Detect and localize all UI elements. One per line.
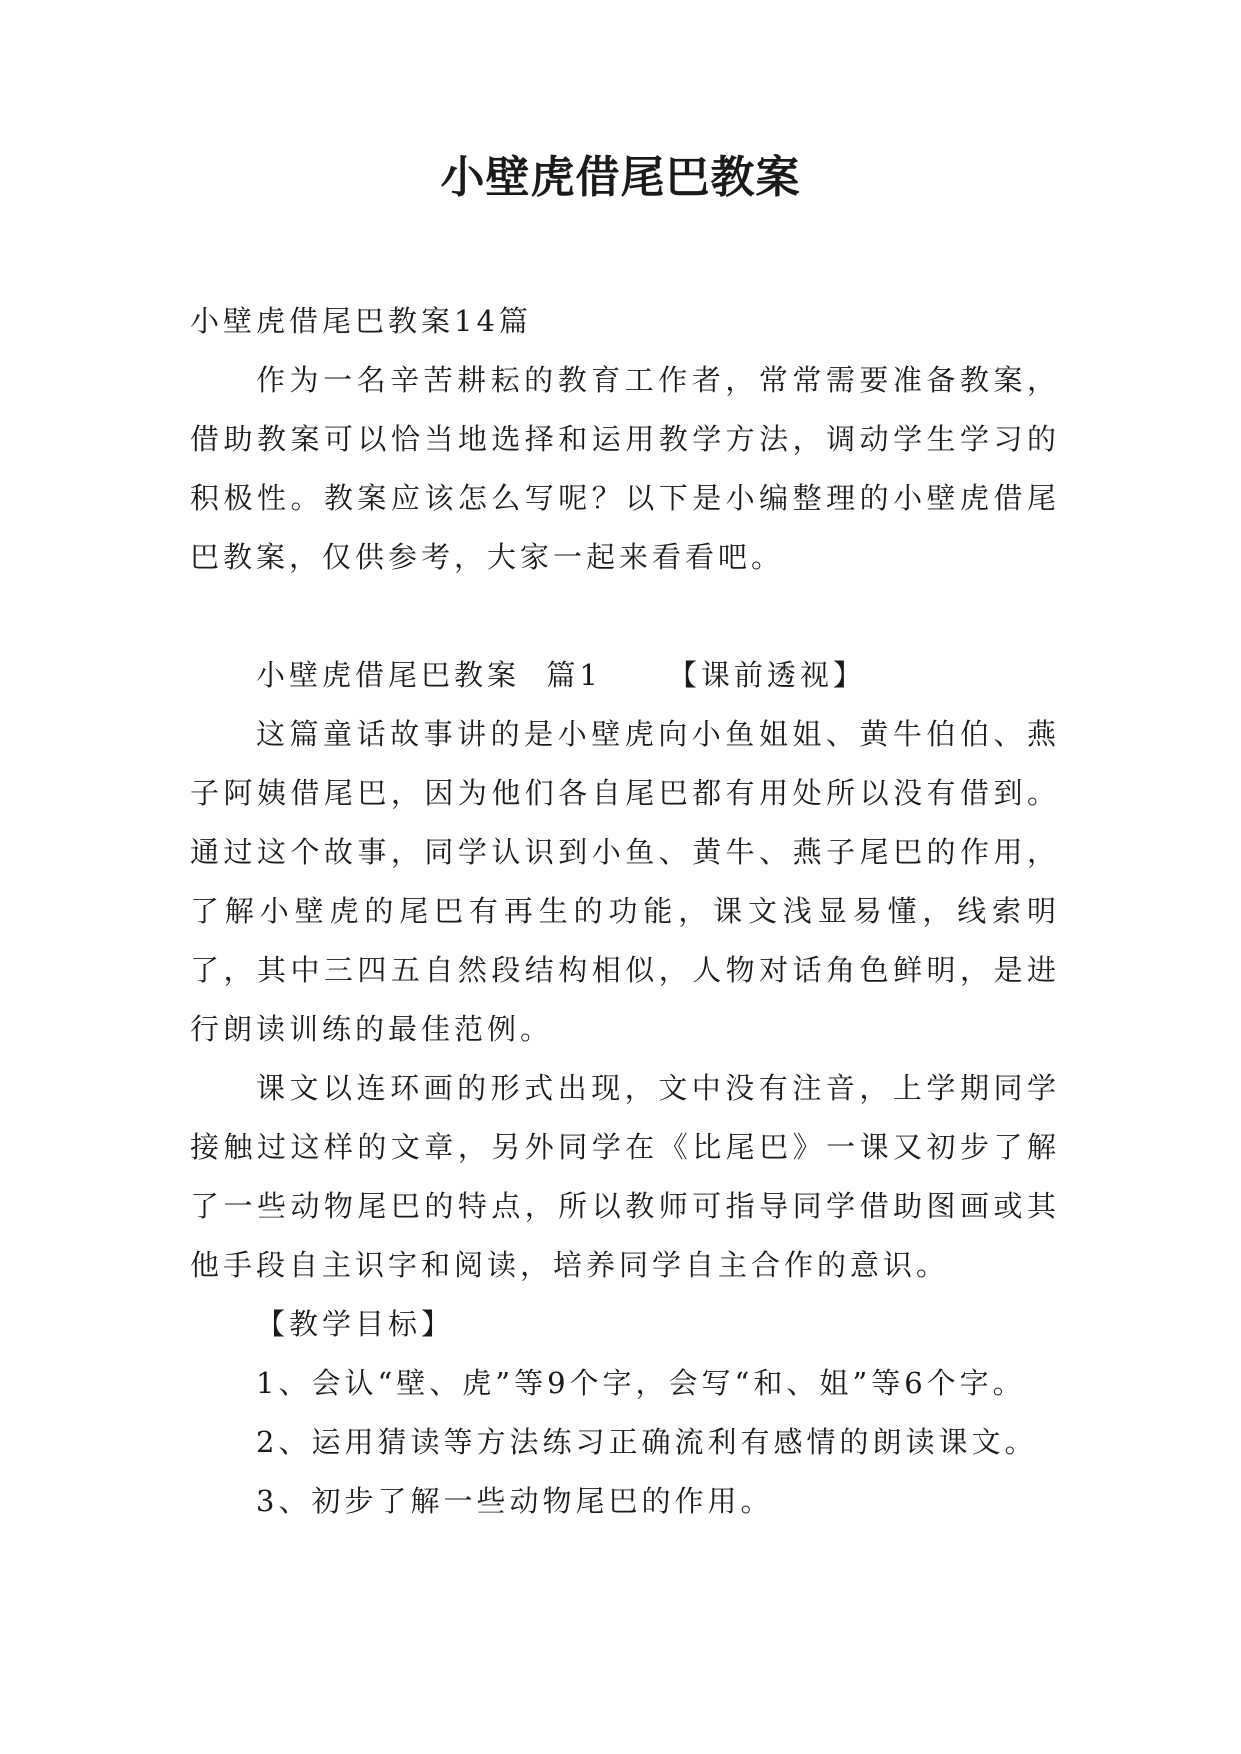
section-heading-line: [190, 646, 1060, 705]
document-body: [190, 292, 1060, 1531]
goals-heading: 【教学目标】: [256, 1307, 455, 1341]
document-subtitle: 小壁虎借尾巴教案14篇: [190, 304, 532, 338]
preview-paragraph-2: 课文以连环画的形式出现，文中没有注音，上学期同学接触过这样的文章，另外同学在《比尾巴》一课又初步了解了一些动物尾巴的特点，所以教师可指导同学借助图画或其他手段自主识字和阅读，培养同学自主合作的意识。: [190, 1071, 1060, 1282]
document-title: 小壁虎借尾巴教案: [440, 152, 801, 203]
goal-item-1: 1、会认“壁、虎”等9个字，会写“和、姐”等6个字。: [256, 1366, 1026, 1400]
preview-paragraph-1: 这篇童话故事讲的是小壁虎向小鱼姐姐、黄牛伯伯、燕子阿姨借尾巴，因为他们各自尾巴都有用处所以没有借到。通过这个故事，同学认识到小鱼、黄牛、燕子尾巴的作用，了解小壁虎的尾巴有再生的功能，课文浅显易懂，线索明了，其中三四五自然段结构相似，人物对话角色鲜明，是进行朗读训练的最佳范例。: [190, 717, 1060, 1046]
section-label-preview: 【课前透视】: [667, 658, 866, 692]
section-heading: 小壁虎借尾巴教案 篇1: [256, 658, 602, 692]
intro-paragraph: 作为一名辛苦耕耘的教育工作者，常常需要准备教案，借助教案可以恰当地选择和运用教学方法，调动学生学习的积极性。教案应该怎么写呢？以下是小编整理的小壁虎借尾巴教案，仅供参考，大家一起来看看吧。: [190, 363, 1060, 574]
spacer: [190, 587, 1060, 646]
goal-item-3: 3、初步了解一些动物尾巴的作用。: [256, 1484, 774, 1518]
goal-item-2: 2、运用猜读等方法练习正确流利有感情的朗读课文。: [256, 1425, 1038, 1459]
